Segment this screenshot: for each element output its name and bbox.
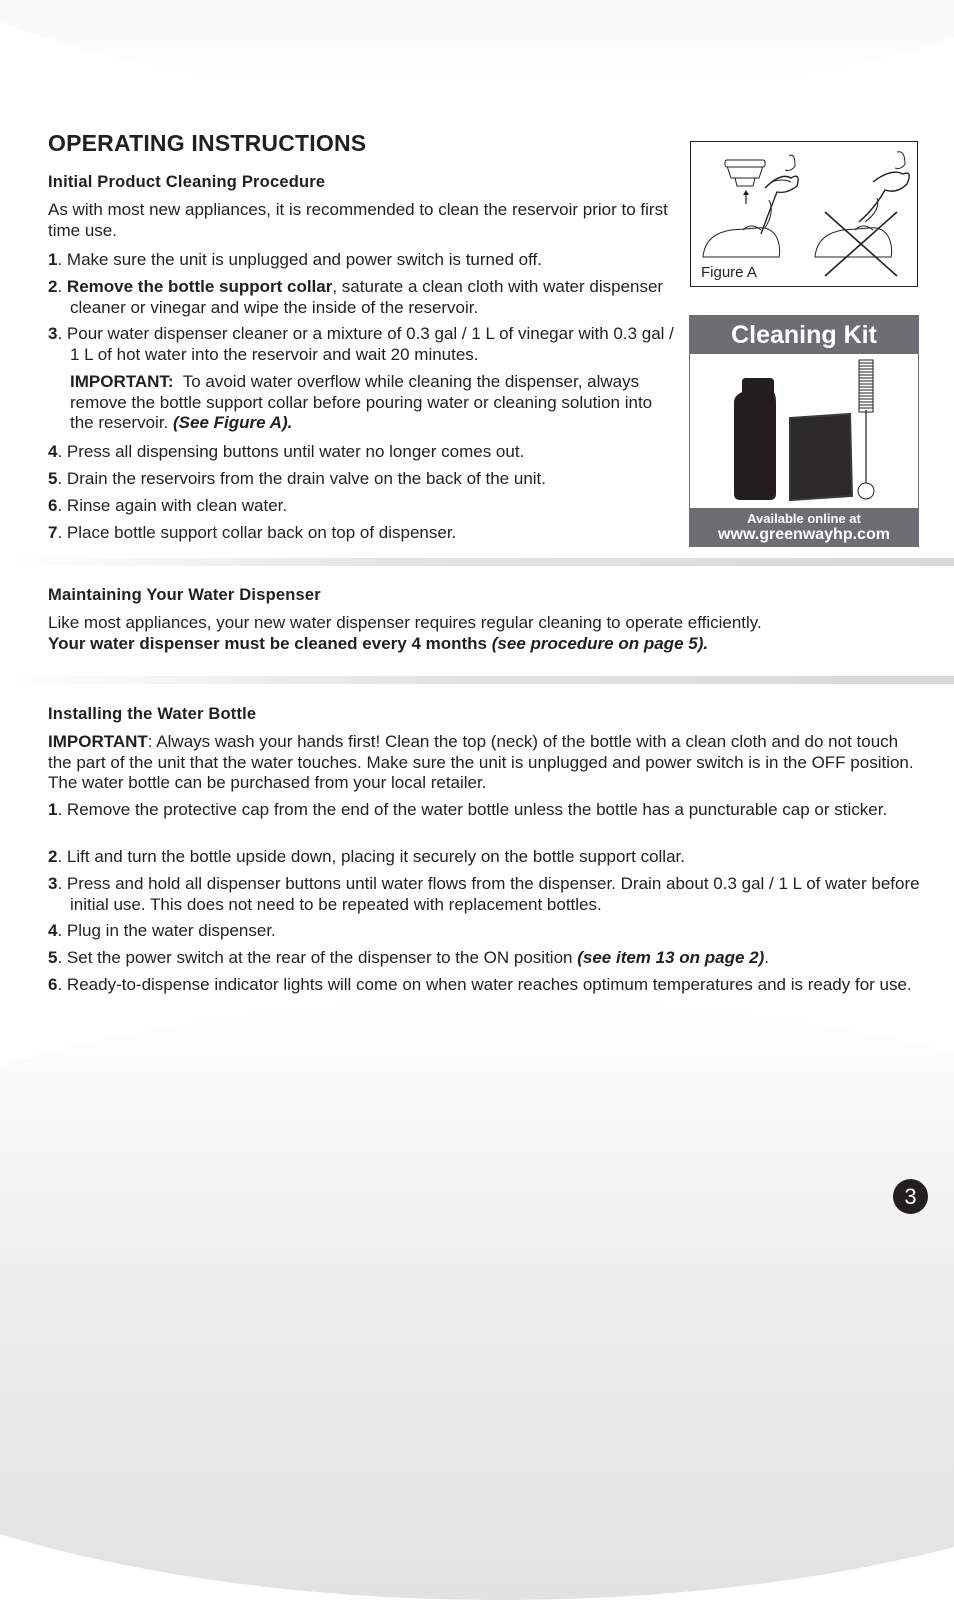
cleaning-kit-title: Cleaning Kit [690, 316, 918, 354]
cleaning-step-3: 3. Pour water dispenser cleaner or a mixture of 0.3 gal / 1 L of vinegar with 0.3 gal / 1 L of hot water into the reservoir and wait 20 minutes. [48, 324, 674, 364]
section-title-installing: Installing the Water Bottle [48, 705, 257, 723]
cleaning-intro: As with most new appliances, it is recommended to clean the reservoir prior to first time use. [48, 200, 668, 240]
install-step-6: 6. Ready-to-dispense indicator lights will come on when water reaches optimum temperatures and is ready for use. [48, 975, 912, 994]
page-number: 3 [893, 1179, 928, 1214]
cleaning-step-4: 4. Press all dispensing buttons until water no longer comes out. [48, 442, 525, 461]
install-step-1: 1. Remove the protective cap from the end of the water bottle unless the bottle has a puncturable cap or sticker. [48, 800, 888, 819]
sponge-icon [790, 414, 852, 500]
maintaining-text: Like most appliances, your new water dispenser requires regular cleaning to operate efficiently. Your water dispenser must be cleaned every 4 months (see procedure on page 5). [48, 613, 762, 653]
install-step-4: 4. Plug in the water dispenser. [48, 921, 276, 940]
cleaner-bottle-icon [734, 378, 776, 500]
kit-available-text: Available online at [747, 511, 861, 526]
cleaning-step-5: 5. Drain the reservoirs from the drain valve on the back of the unit. [48, 469, 546, 488]
cleaning-step-2: 2. Remove the bottle support collar, saturate a clean cloth with water dispenser cleaner or vinegar and wipe the inside of the reservoir. [48, 277, 664, 317]
install-step-2: 2. Lift and turn the bottle upside down, placing it securely on the bottle support collar. [48, 847, 685, 866]
cleaning-step-1: 1. Make sure the unit is unplugged and power switch is turned off. [48, 250, 542, 269]
cleaning-step-6: 6. Rinse again with clean water. [48, 496, 288, 515]
section-divider-1 [14, 558, 954, 566]
cleaning-important-note: IMPORTANT: To avoid water overflow while cleaning the dispenser, always remove the bottle support collar before pouring water or cleaning solution into the reservoir. (See Figure A). [70, 372, 653, 432]
page-title: OPERATING INSTRUCTIONS [48, 130, 367, 156]
install-step-3: 3. Press and hold all dispenser buttons until water flows from the dispenser. Drain about 0.3 gal / 1 L of water before initial use. This does not need to be repeated with replacement bottles. [48, 874, 920, 914]
cleaning-step-7: 7. Place bottle support collar back on top of dispenser. [48, 523, 457, 542]
section-divider-2 [14, 676, 954, 684]
cleaning-kit-illustration [690, 354, 918, 508]
figure-a-caption: Figure A [701, 264, 757, 281]
install-step-5: 5. Set the power switch at the rear of the dispenser to the ON position (see item 13 on page 2). [48, 948, 770, 967]
figure-a [690, 141, 918, 287]
cleaning-kit-footer [690, 508, 918, 546]
section-title-maintaining: Maintaining Your Water Dispenser [48, 586, 321, 604]
section-title-cleaning: Initial Product Cleaning Procedure [48, 173, 326, 191]
kit-url-link[interactable]: www.greenwayhp.com [718, 526, 890, 543]
cleaning-kit-box [689, 315, 919, 547]
installing-important-note: IMPORTANT: Always wash your hands first! Clean the top (neck) of the bottle with a clean cloth and do not touch the part of the unit that the water touches. Make sure the unit is unplugged and power switch is in the OFF position. The water bottle can be purchased from your local retailer. [48, 732, 914, 792]
